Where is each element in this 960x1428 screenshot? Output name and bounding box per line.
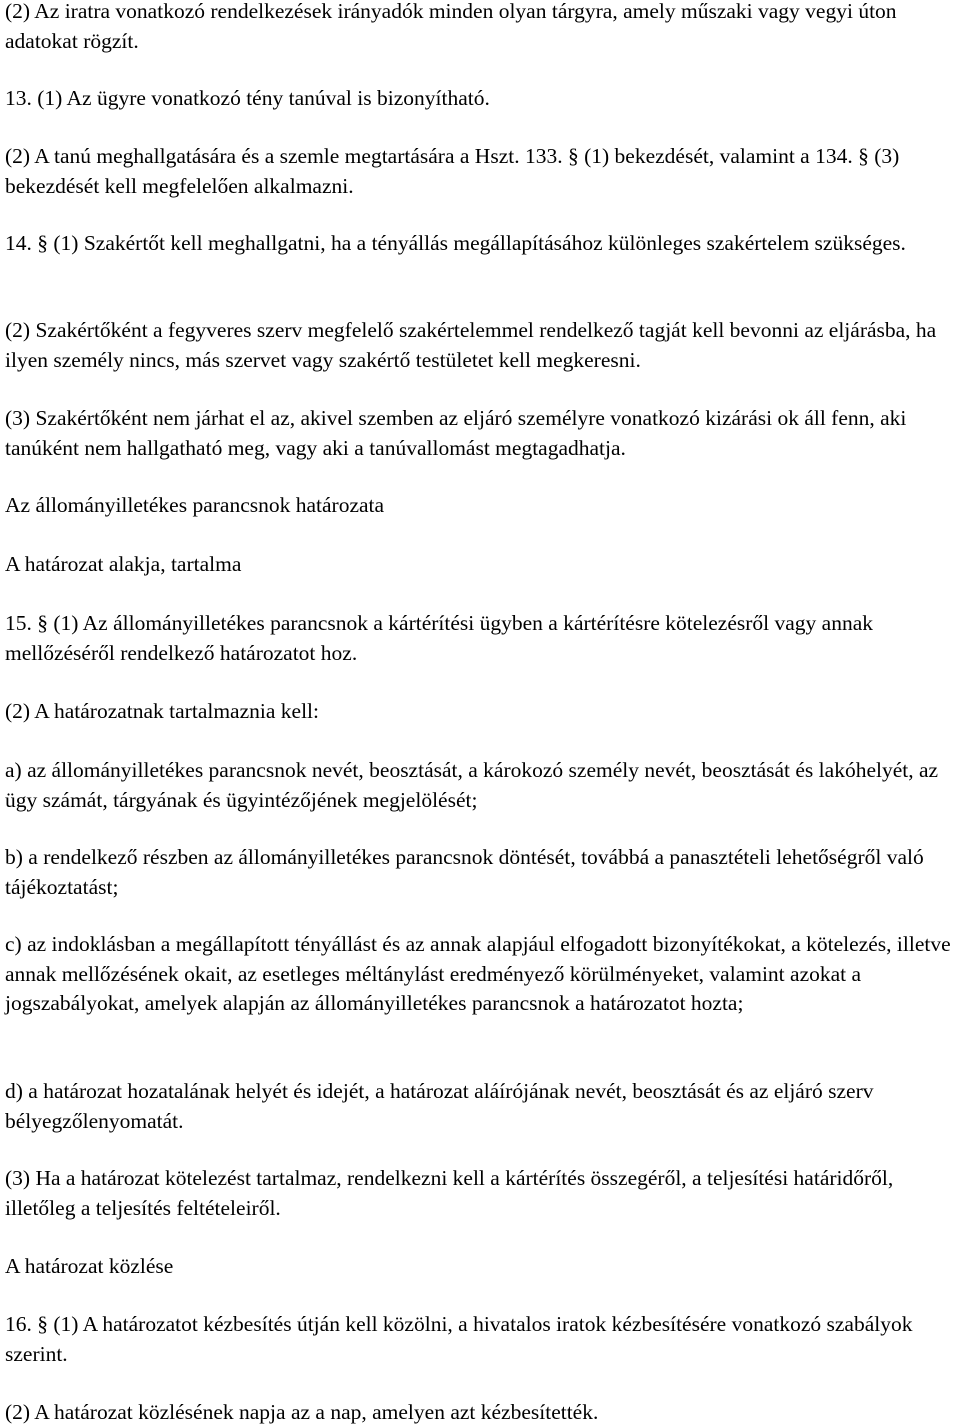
paragraph-16-2: (2) A határozat közlésének napja az a nap, amelyen azt kézbesítették. xyxy=(5,1400,599,1424)
paragraph-15-2: (2) A határozatnak tartalmaznia kell: xyxy=(5,699,319,723)
paragraph-iratra-vonatkozo: (2) Az iratra vonatkozó rendelkezések irányadók minden olyan tárgyra, amely műszaki vagy vegyi úton adatokat rögzít. xyxy=(5,0,897,53)
list-item-d: d) a határozat hozatalának helyét és idejét, a határozat aláírójának nevét, beosztását és az eljáró szerv bélyegzőlenyomatát. xyxy=(5,1079,874,1133)
section-heading-kozlese: A határozat közlése xyxy=(5,1254,174,1278)
paragraph-13-1: 13. (1) Az ügyre vonatkozó tény tanúval is bizonyítható. xyxy=(5,86,490,110)
list-item-c: c) az indoklásban a megállapított tényállást és az annak alapjául elfogadott bizonyítékokat, a kötelezés, illetve annak mellőzésének okait, az esetleges méltánylást eredményező körülményeket, valamint azokat a jogszabályokat, amelyek alapján az állományilletékes parancsnok a határozatot hozta; xyxy=(5,932,951,1015)
paragraph-13-2: (2) A tanú meghallgatására és a szemle megtartására a Hszt. 133. § (1) bekezdését, valamint a 134. § (3) bekezdését kell megfelelően alkalmazni. xyxy=(5,144,900,198)
paragraph-14-1: 14. § (1) Szakértőt kell meghallgatni, ha a tényállás megállapításához különleges szakértelem szükséges. xyxy=(5,231,906,255)
paragraph-16-1: 16. § (1) A határozatot kézbesítés útján kell közölni, a hivatalos iratok kézbesítésére vonatkozó szabályok szerint. xyxy=(5,1312,913,1366)
section-heading-alakja-tartalma: A határozat alakja, tartalma xyxy=(5,552,242,576)
list-item-a: a) az állományilletékes parancsnok nevét, beosztását, a károkozó személy nevét, beosztását és lakóhelyét, az ügy számát, tárgyának és ügyintézőjének megjelölését; xyxy=(5,758,939,812)
section-heading-parancsnok-hatarozata: Az állományilletékes parancsnok határozata xyxy=(5,493,385,517)
paragraph-14-2: (2) Szakértőként a fegyveres szerv megfelelő szakértelemmel rendelkező tagját kell bevonni az eljárásba, ha ilyen személy nincs, más szervet vagy szakértő testületet kell megkeresni. xyxy=(5,318,937,372)
paragraph-14-3: (3) Szakértőként nem járhat el az, akivel szemben az eljáró személyre vonatkozó kizárási ok áll fenn, aki tanúként nem hallgatható meg, vagy aki a tanúvallomást megtagadhatja. xyxy=(5,406,907,460)
paragraph-15-3: (3) Ha a határozat kötelezést tartalmaz, rendelkezni kell a kártérítés összegéről, a teljesítési határidőről, illetőleg a teljesítés feltételeiről. xyxy=(5,1166,894,1220)
list-item-b: b) a rendelkező részben az állományilletékes parancsnok döntését, továbbá a panasztételi lehetőségről való tájékoztatást; xyxy=(5,845,924,899)
paragraph-15-1: 15. § (1) Az állományilletékes parancsnok a kártérítési ügyben a kártérítésre kötelezésről vagy annak mellőzéséről rendelkező határozatot hoz. xyxy=(5,611,874,665)
